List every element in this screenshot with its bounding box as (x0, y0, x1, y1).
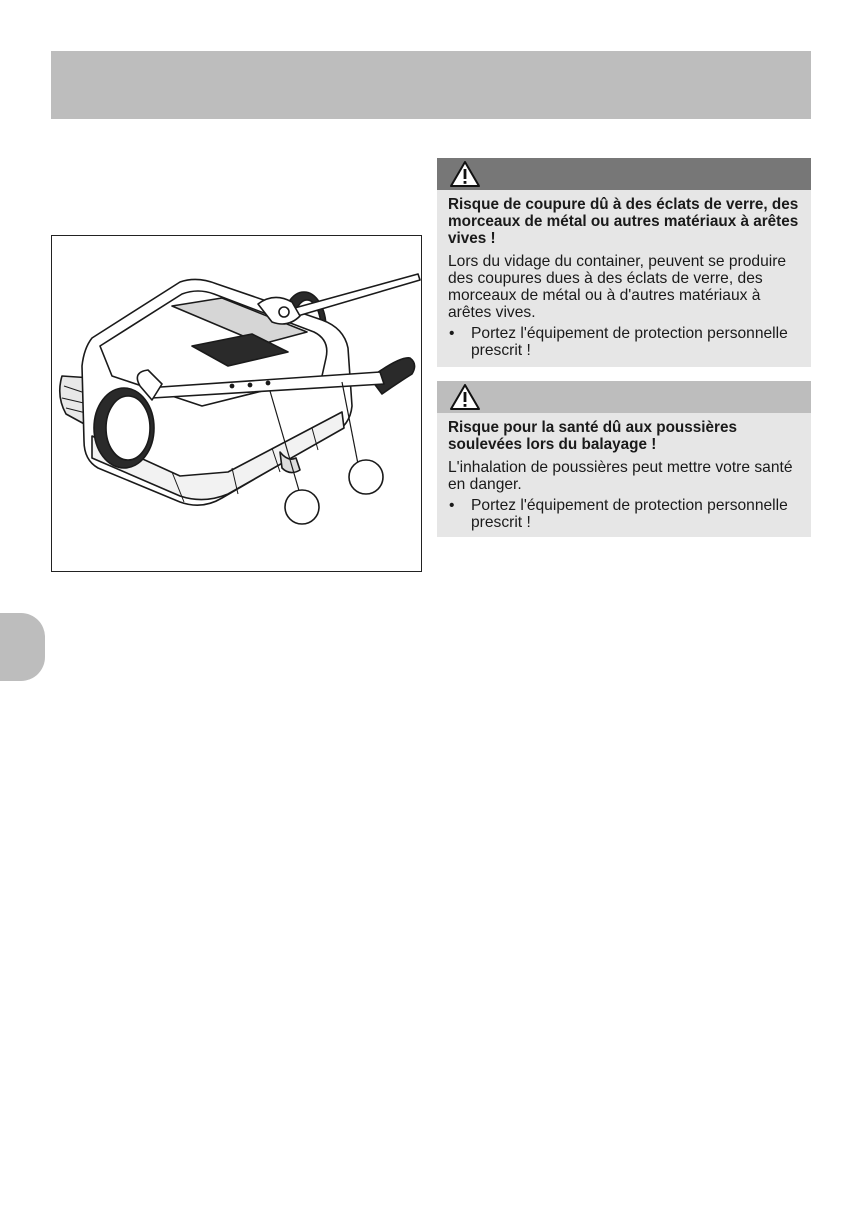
warning-text: Lors du vidage du container, peuvent se produire des coupures dues à des éclats de verre, des morceaux de métal ou à d'autres matériaux à arêtes vives. (448, 253, 787, 321)
callout-circle-1 (285, 490, 319, 524)
callout-circle-2 (349, 460, 383, 494)
sweeper-figure (51, 235, 422, 572)
sweeper-illustration (52, 236, 421, 571)
warning-header (437, 381, 811, 413)
warning-triangle-icon (449, 383, 481, 411)
warning-text: L'inhalation de poussières peut mettre votre santé en danger. (448, 459, 793, 493)
warning-box-cut-risk (437, 158, 811, 367)
warning-bullet-text: Portez l'équipement de protection personnelle prescrit ! (471, 497, 788, 531)
warning-box-dust-risk (437, 381, 811, 537)
warning-bullet (448, 325, 801, 359)
warning-header (437, 158, 811, 190)
warning-bullet (448, 497, 801, 531)
bullet-icon: • (449, 497, 455, 514)
warning-title: Risque de coupure dû à des éclats de verre, des morceaux de métal ou autres matériaux à arêtes vives ! (448, 196, 799, 247)
warning-title: Risque pour la santé dû aux poussières soulevées lors du balayage ! (448, 419, 738, 453)
page-header-bar (51, 51, 811, 119)
warning-triangle-icon (449, 160, 481, 188)
warning-bullet-text: Portez l'équipement de protection personnelle prescrit ! (471, 325, 788, 359)
chapter-side-tab (0, 613, 45, 681)
bullet-icon: • (449, 325, 455, 342)
